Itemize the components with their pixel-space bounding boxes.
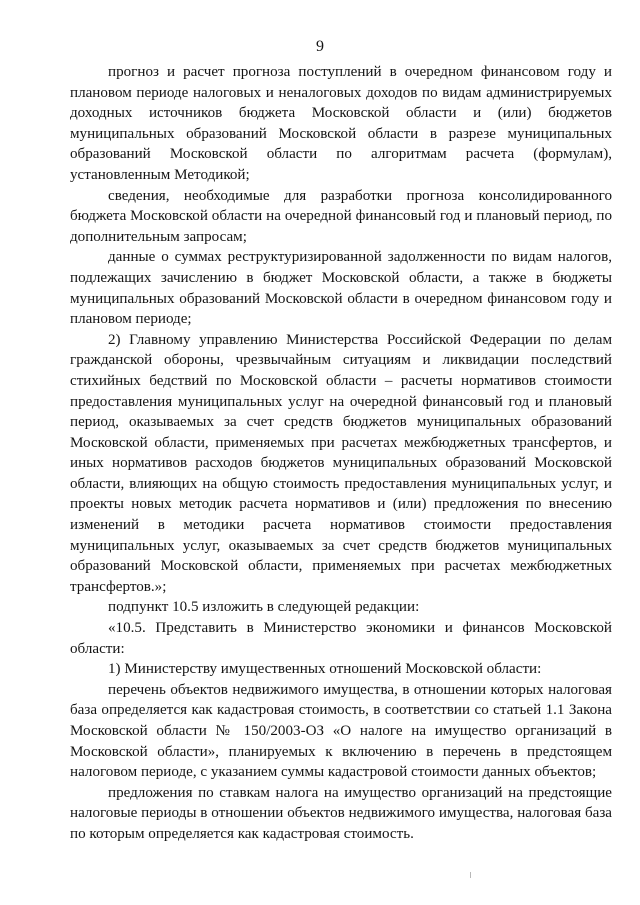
paragraph-clause-10-5: «10.5. Представить в Министерство экономики и финансов Московской области: (70, 620, 612, 657)
paragraph-consolidated-budget-info: сведения, необходимые для разработки прогноза консолидированного бюджета Московской области на очередной финансовый год и плановый период, по дополнительным запросам; (70, 187, 612, 245)
paragraph-restructured-debt: данные о суммах реструктуризированной задолженности по видам налогов, подлежащих зачислению в бюджет Московской области, а также в бюджеты муниципальных образований Московской области в очередном финансовом году и плановом периоде; (70, 249, 612, 328)
page-number: 9 (316, 38, 324, 55)
paragraph-property-ministry: 1) Министерству имущественных отношений Московской области: (108, 661, 542, 678)
paragraph-revenue-forecast: прогноз и расчет прогноза поступлений в очередном финансовом году и плановом периоде налоговых и неналоговых доходов по видам администрируемых доходных источников бюджета Московской области и (или) бюджетов муниципальных образований Московской области в разрезе муниципальных образований Московской области по алгоритмам расчета (формулам), установленным Методикой; (70, 64, 612, 183)
paragraph-subclause-intro: подпункт 10.5 изложить в следующей редакции: (108, 599, 420, 616)
paragraph-property-list: перечень объектов недвижимого имущества, в отношении которых налоговая база определяется как кадастровая стоимость, в соответствии со статьей 1.1 Закона Московской области № 150/2003-ОЗ «О налоге на имущество организаций в Московской области», планируемых к включению в перечень в предстоящем налоговом периоде, с указанием суммы кадастровой стоимости данных объектов; (70, 681, 612, 781)
paragraph-tax-rate-proposals: предложения по ставкам налога на имущество организаций на предстоящие налоговые периоды в отношении объектов недвижимого имущества, налоговая база по которым определяется как кадастровая стоимость. (70, 784, 612, 842)
scan-mark (470, 872, 471, 878)
document-body (70, 62, 612, 845)
paragraph-emergency-ministry: 2) Главному управлению Министерства Российской Федерации по делам гражданской обороны, чрезвычайным ситуациям и ликвидации последствий стихийных бедствий по Московской области – расчеты нормативов стоимости предоставления муниципальных услуг на очередной финансовый год и плановый период, оказываемых за счет средств бюджетов муниципальных образований Московской области, применяемых при расчетах межбюджетных трансфертов, и иных нормативов расходов бюджетов муниципальных образований Московской области, влияющих на общую стоимость предоставления муниципальных услуг, и проекты новых методик расчета нормативов и (или) предложения по внесению изменений в методики расчета нормативов стоимости предоставления муниципальных услуг, оказываемых за счет средств бюджетов муниципальных образований Московской области, применяемых при расчетах межбюджетных трансфертов.»; (70, 331, 612, 595)
